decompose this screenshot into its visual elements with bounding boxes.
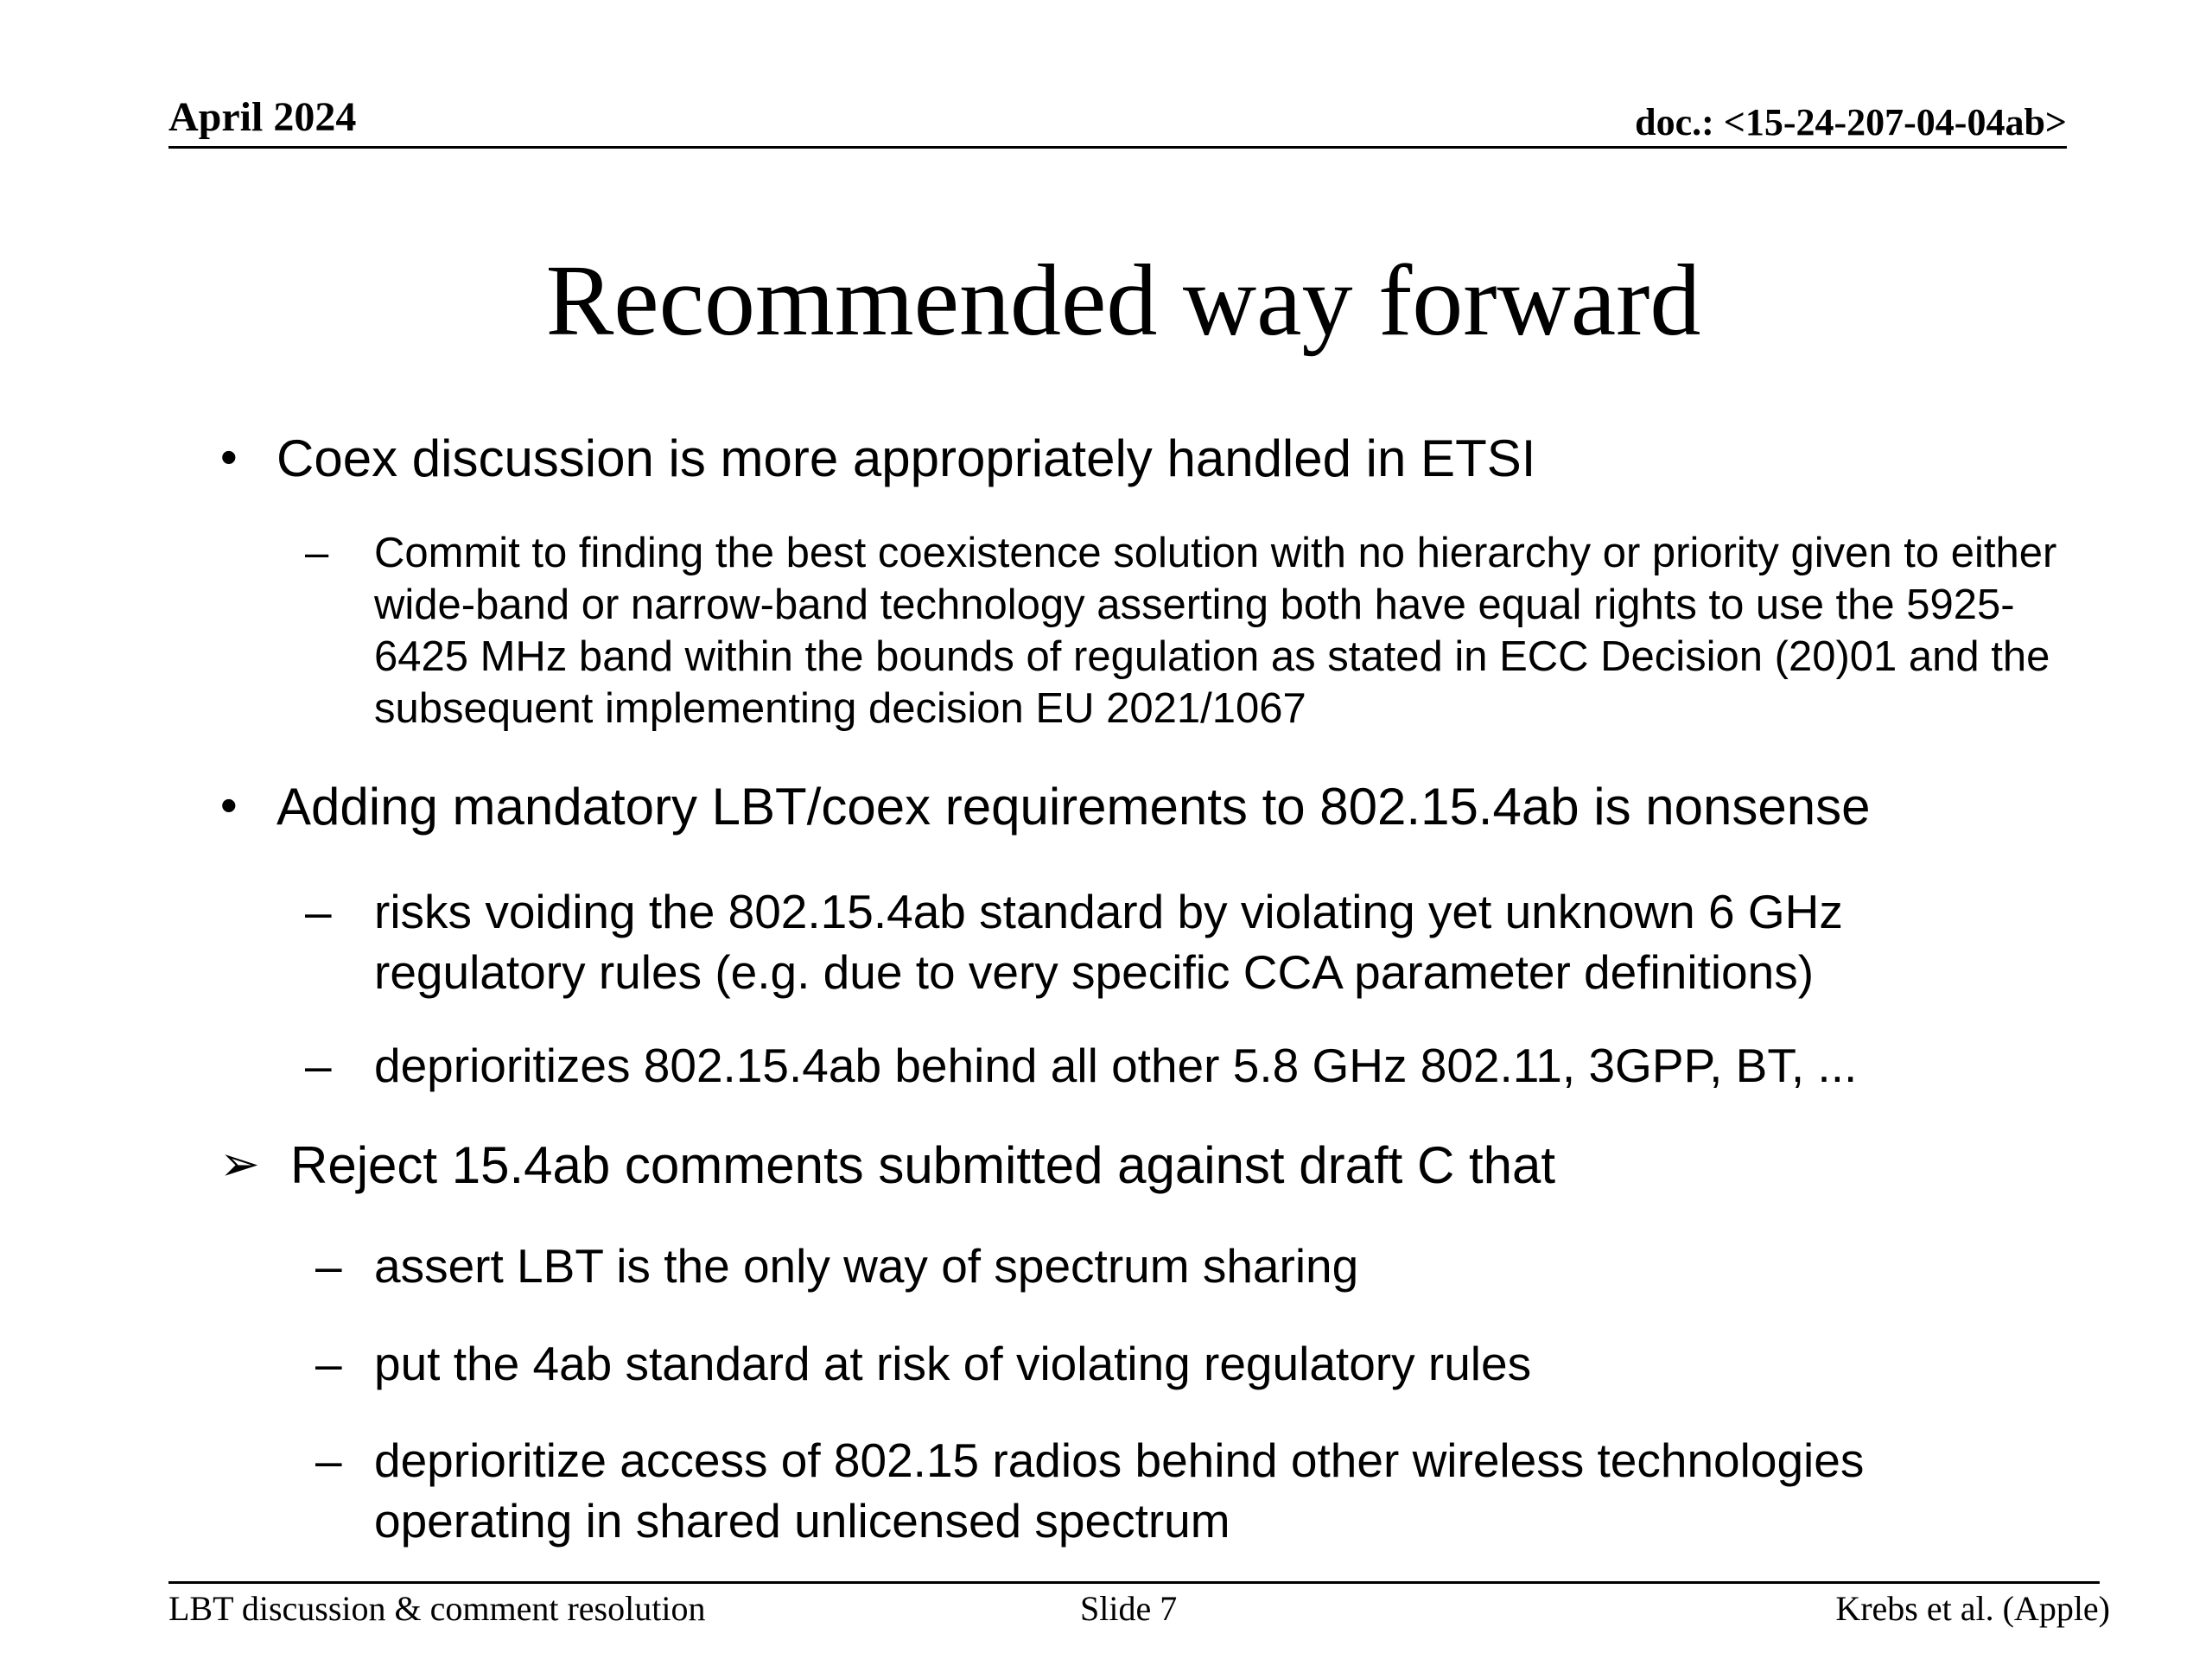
dash-3-3: –: [315, 1433, 342, 1487]
bullet-3-sub-3-text: deprioritize access of 802.15 radios behind other wireless technologies operating in shared unlicensed spectrum: [374, 1433, 1865, 1548]
bullet-2: [220, 776, 1871, 838]
bullet-1: [220, 428, 1536, 490]
dash-2-1: –: [305, 885, 332, 938]
bullet-1-sub-1-text: Commit to finding the best coexistence solution with no hierarchy or priority given to either wide-band or narrow-band technology asserting both have equal rights to use the 5925-6425 MHz band within the bounds of regulation as stated in ECC Decision (20)01 and the subsequent implementing decision EU 2021/1067: [374, 530, 2057, 732]
footer-divider: [168, 1581, 2100, 1584]
bullet-2-sub-1-text: risks voiding the 802.15.4ab standard by violating yet unknown 6 GHz regulatory rules (e.g. due to very specific CCA parameter definitions): [374, 885, 1843, 999]
bullet-1-text: Coex discussion is more appropriately handled in ETSI: [276, 429, 1536, 487]
slide-title: Recommended way forward: [545, 244, 1701, 357]
arrow-bullet-icon: ➢: [219, 1136, 260, 1191]
bullet-2-sub-2: [305, 1035, 2068, 1096]
dash-1-1: –: [305, 530, 329, 576]
dash-3-2: –: [315, 1337, 342, 1390]
bullet-3-sub-1-text: assert LBT is the only way of spectrum sharing: [374, 1239, 1359, 1293]
bullet-1-marker: •: [220, 429, 238, 484]
header-doc-id: doc.: <15-24-207-04-04ab>: [1635, 101, 2067, 143]
dash-2-2: –: [305, 1039, 332, 1092]
bullet-3-sub-1: [315, 1236, 2068, 1296]
bullet-3-sub-3: [315, 1430, 2016, 1551]
header-divider: [168, 146, 2067, 149]
bullet-3: [219, 1135, 1556, 1197]
bullet-2-marker: •: [220, 778, 238, 832]
bullet-3-sub-2-text: put the 4ab standard at risk of violating regulatory rules: [374, 1337, 1532, 1390]
bullet-2-text: Adding mandatory LBT/coex requirements to 802.15.4ab is nonsense: [276, 778, 1871, 836]
footer-left: LBT discussion & comment resolution: [168, 1589, 706, 1628]
footer-right: Krebs et al. (Apple): [1835, 1589, 2110, 1628]
header-date: April 2024: [168, 94, 357, 140]
bullet-2-sub-2-text: deprioritizes 802.15.4ab behind all other 5.8 GHz 802.11, 3GPP, BT, ...: [374, 1039, 1858, 1092]
footer-slide-number: Slide 7: [1080, 1589, 1178, 1628]
bullet-2-sub-1: [305, 881, 2016, 1002]
dash-3-1: –: [315, 1239, 342, 1293]
bullet-3-text: Reject 15.4ab comments submitted against draft C that: [290, 1136, 1556, 1194]
bullet-1-sub-1: [305, 527, 2068, 734]
bullet-3-sub-2: [315, 1333, 2068, 1394]
